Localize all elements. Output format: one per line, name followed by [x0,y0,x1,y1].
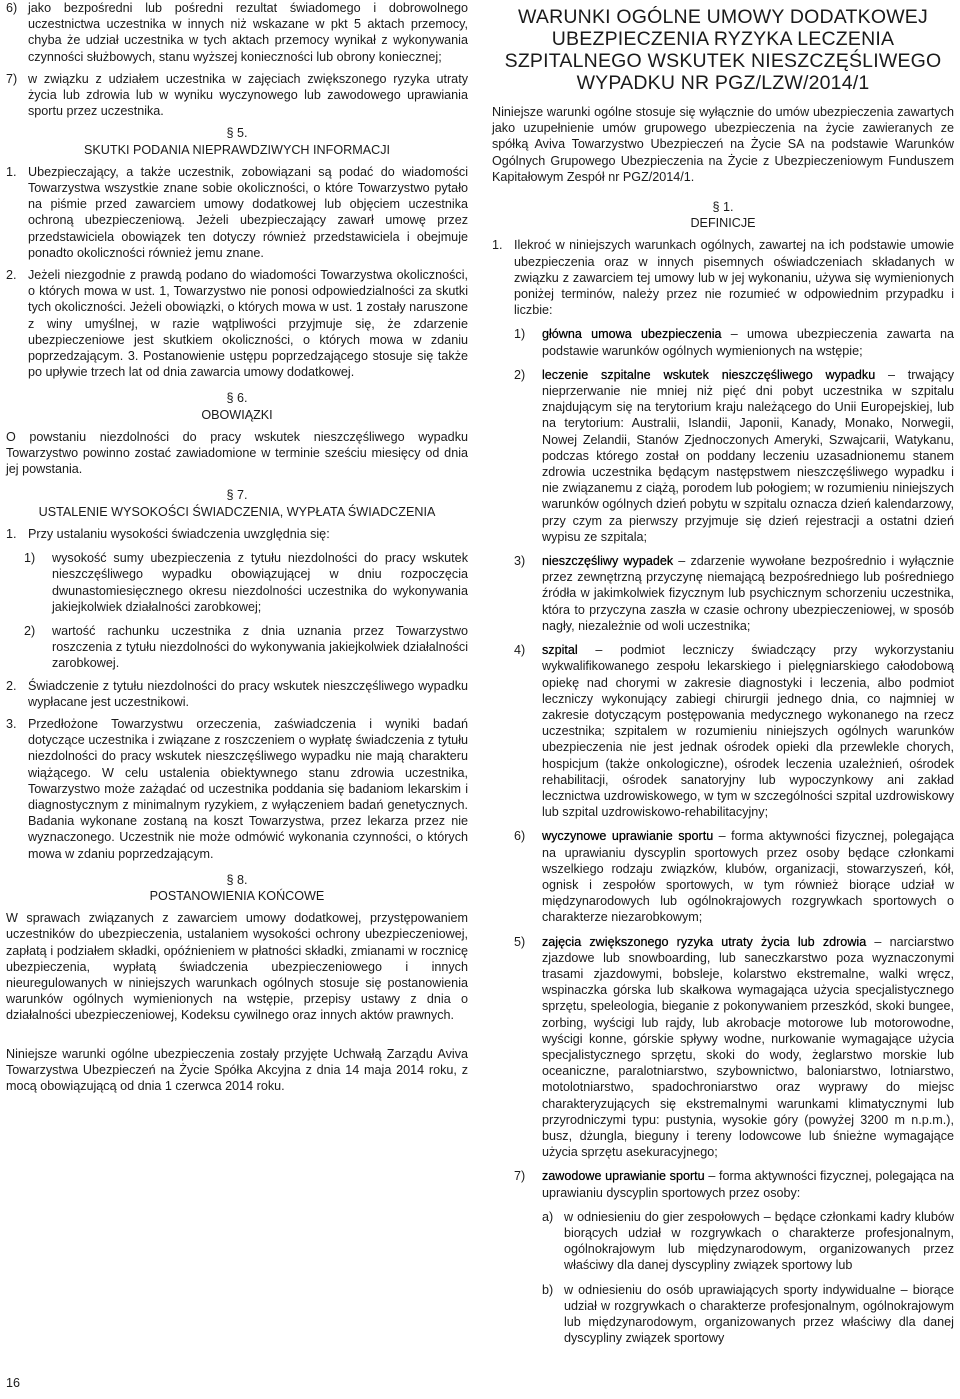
item-number: b) [542,1282,554,1297]
paragraph: W sprawach związanych z zawarciem umowy dodatkowej, przystępowaniem uczestników do ubezpieczenia, ustalaniem wysokości ochrony ubezpieczeniowej, zapłatą i podziałem składki, opóźnieniem w płatności składki, zmianami w rocznicę ubezpieczenia, wypłatą świadczenia ubezpieczeniowego i innych nieuregulowanych w niniejszych warunkach ogólnych stosuje się postanowienia warunków ogólnych wymienionych na wstępie, przepisy ustawy z dnia o działalności ubezpieczeniowej, Kodeksu cywilnego oraz innych aktów prawnych. [6,911,468,1023]
list-subitem [492,1282,954,1347]
definition-text: – narciarstwo zjazdowe lub snowboarding, lub saneczkarstwo poza wyznaczonymi trasami zjazdowymi, bobsleje, kolarstwo ekstremalne, walki wręcz, wspinaczka górska lub skałkowa wymagająca użycia specjalistycznego sprzętu, speleologia, bieganie z pokonywaniem przeszkód, skoki bungee, zorbing, wyścigi lub rajdy, lub akrobacje motorowe lub motorowodne, wyścigi konne, górskie spływy wodne, nurkowanie wymagające użycia specjalistycznego sprzętu, skoki do wody, żeglarstwo morskie lub oceaniczne, paralotniarstwo, szybownictwo, baloniarstwo, lotniarstwo, motolotniarstwo, spadochroniarstwo oraz wyprawy do miejsc charakteryzujących się ekstremalnymi warunkami klimatycznymi lub przyrodniczymi typu: pustynia, wysokie góry (powyżej 3200 m n.p.m.), busz, dżungla, bieguny i tereny lodowcowe lub śnieżne wymagające użycia sprzętu asekuracyjnego; [542,934,954,1160]
item-text: w związku z udziałem uczestnika w zajęciach zwiększonego ryzyka utraty życia lub zdrowia lub w wyniku wyczynowego lub zawodowego uprawiania sportu przez uczestnika. [28,71,468,119]
item-number: 2. [6,268,17,283]
item-text: Ubezpieczający, a także uczestnik, zobowiązani są podać do wiadomości Towarzystwa wszystkie znane sobie okoliczności, o które Towarzystwo pytało na piśmie przed zawarciem umowy dodatkowej lub objęciem uczestnika ochroną ubezpieczeniową. Jeżeli ubezpieczający zawarł umowę przez przedstawiciela obowiązek ten dotyczy również przedstawiciela i obejmuje ponadto okoliczności również jemu znane. [28,164,468,260]
item-text: Ilekroć w niniejszych warunkach ogólnych, zawartej na ich podstawie umowie ubezpieczenia oraz w innych pisemnych oświadczeniach składanych w związku z zawarciem tej umowy lub w jej wykonaniu, używa się wymienionych poniżej terminów, należy przez nie rozumieć w odpowiednim przypadku i liczbie: [514,238,954,318]
item-text: Świadczenie z tytułu niezdolności do pracy wskutek nieszczęśliwego wypadku wypłacane jest uczestnikowi. [28,678,468,709]
section-number: § 5. [226,126,248,141]
item-number: 7) [6,71,18,86]
item-number: 6) [6,1,18,15]
item-text: Przy ustalaniu wysokości świadczenia uwzględnia się: [28,526,330,541]
item-number: 3) [514,554,526,569]
list-item [6,0,468,65]
list-item [6,71,468,120]
item-number: 7) [514,1169,526,1184]
definition-item [492,828,954,925]
list-item [6,164,468,261]
list-subitem [6,623,468,672]
section-title: SKUTKI PODANIA NIEPRAWDZIWYCH INFORMACJI [83,142,390,157]
paragraph: O powstaniu niezdolności do pracy wskutek nieszczęśliwego wypadku Towarzystwo powinno zostać zawiadomione w terminie sześciu miesięcy od dnia jej powstania. [6,429,468,477]
closing-paragraph: Niniejsze warunki ogólne ubezpieczenia zostały przyjęte Uchwałą Zarządu Aviva Towarzystwa Ubezpieczeń na Życie Spółka Akcyjna z dnia 14 maja 2014 roku, z mocą obowiązującą od dnia 1 czerwca 2014 roku. [6,1046,468,1093]
section-number: § 1. [712,200,734,215]
item-text: Przedłożone Towarzystwu orzeczenia, zaświadczenia i wyniki badań dotyczące uczestnika i związane z roszczeniem o wypłatę świadczenia z tytułu niezdolności do pracy wskutek nieszczęśliwego wypadku nie mają charakteru wiążącego. W celu ustalenia obiektywnego stanu zdrowia uczestnika, Towarzystwo może zażądać od uczestnika poddania się badaniom lekarskim i diagnostycznym z minimalnym ryzykiem, z wyłączeniem badań genetycznych. Badania wykonane zostaną na koszt Towarzystwa, przez lekarza przez nie wyznaczonego. Uczestnik nie może odmówić wykonania czynności, o których mowa w zdaniu poprzedzającym. [28,716,468,861]
definition-term: szpital [542,643,578,658]
definition-term: zawodowe uprawianie sportu [542,1169,705,1184]
definition-text: – zdarzenie wywołane bezpośrednio i wyłącznie przez zewnętrzną przyczynę niemającą bezpośredniego lub pośredniego źródła w jakimkolwiek fizycznym lub psychicznym schorzeniu uczestnika, która to przyczyna zaszła w czasie ochrony ubezpieczeniowej, w sposób nagły, niezależnie od woli uczestnika; [542,554,954,633]
left-column [6,0,468,1094]
item-number: 2) [514,367,526,382]
section-number: § 8. [226,872,248,887]
list-item [6,267,468,380]
section-title: DEFINICJE [690,216,756,231]
definition-item [492,934,954,1161]
item-number: 1) [514,327,526,342]
item-text: jako bezpośredni lub pośredni rezultat świadomego i dobrowolnego uczestnictwa uczestnika w innych niż wskazane w pkt 5 aktach przemocy, chyba że udział uczestnika w tych aktach przemocy wynikał z wykonywania czynności służbowych, stanu wyższej konieczności lub obrony koniecznej; [28,1,468,64]
definition-term: leczenie szpitalne wskutek nieszczęśliwego wypadku [542,367,876,382]
list-item [6,678,468,710]
definition-term: zajęcia zwiększonego ryzyka utraty życia lub zdrowia [542,934,867,949]
item-number: 1. [492,238,503,253]
item-number: 3. [6,716,17,731]
list-item [6,716,468,862]
section-number: § 7. [226,488,248,503]
intro-paragraph: Niniejsze warunki ogólne stosuje się wyłącznie do umów ubezpieczenia zawartych jako uzupełnienie umów grupowego ubezpieczenia na życie zawieranych ze spółką Aviva Towarzystwo Ubezpieczeń na Życie SA na podstawie Warunków Ogólnych Grupowego Ubezpieczenia na Życie z Ubezpieczeniowym Funduszem Kapitałowym Zespół nr PGZ/2014/1. [492,105,954,184]
item-number: 1) [24,551,36,566]
section-title: POSTANOWIENIA KOŃCOWE [149,888,325,903]
item-number: 2) [24,623,36,638]
item-number: 1. [6,526,17,541]
definition-item [492,642,954,820]
item-number: 2. [6,678,17,693]
item-number: 5) [514,934,526,949]
list-item [6,526,468,542]
section-number: § 6. [226,391,248,406]
page-number: 16 [6,1376,21,1390]
definition-text: – forma aktywności fizycznej, polegająca na uprawianiu dyscyplin sportowych przez osoby: [542,1169,954,1200]
item-number: 1. [6,164,17,179]
list-subitem [492,1209,954,1274]
section-title: USTALENIE WYSOKOŚCI ŚWIADCZENIA, WYPŁATA ŚWIADCZENIA [38,504,436,519]
definition-item [492,1168,954,1200]
list-subitem [6,550,468,615]
document-title: WARUNKI OGÓLNE UMOWY DODATKOWEJ UBEZPIECZENIA RYZYKA LECZENIA SZPITALNEGO WSKUTEK NIESZCZĘŚLIWEGO WYPADKU NR PGZ/LZW/2014/1 [504,6,942,94]
item-number: 4) [514,643,526,658]
item-number: a) [542,1209,554,1224]
right-column [492,0,954,1346]
list-item [492,237,954,318]
item-text: w odniesieniu do osób uprawiających sporty indywidualne – biorące udział w rozgrywkach o charakterze profesjonalnym, ogólnokrajowym lub międzynarodowym, organizowanych przez właściwy dla danej dyscypliny związek sportowy [564,1282,954,1346]
definition-item [492,553,954,634]
definition-text: – trwający nieprzerwanie nie mniej niż pięć dni pobyt uczestnika w szpitalu znajdującym się na terytorium kraju należącego do Unii Europejskiej, lub na terytorium: Australii, Islandii, Japonii, Kanady, Monako, Norwegii, Nowej Zelandii, Stanów Zjednoczonych Ameryki, Szwajcarii, Watykanu, podczas którego został on poddany leczeniu uzasadnionemu stanem zdrowia uczestnika będącym następstwem nieszczęśliwego wypadku i nie związanemu z ciążą, porodem lub połogiem; w rozumieniu niniejszych warunków ogólnych dzień pobytu w szpitalu oznacza dzień kalendarzowy, przy czym za pierwszy przyjmuje się dzień rejestracji a ostatni dzień wypisu ze szpitala; [542,367,954,544]
item-text: wartość rachunku uczestnika z dnia uznania przez Towarzystwo roszczenia z tytułu niezdolności do wykonywania jakiejkolwiek działalności zarobkowej. [52,623,468,671]
section-title: OBOWIĄZKI [201,407,273,422]
definition-term: główna umowa ubezpieczenia [542,327,722,342]
definition-term: wyczynowe uprawianie sportu [542,829,714,844]
definition-item [492,326,954,358]
item-text: wysokość sumy ubezpieczenia z tytułu niezdolności do pracy wskutek nieszczęśliwego wypadku obowiązującej w dniu rozpoczęcia dwunastomiesięcznego okresu niezdolności uczestnika do wykonywania jakiejkolwiek działalności zarobkowej; [52,551,468,614]
item-number: 6) [514,829,526,844]
definition-text: – umowa ubezpieczenia zawarta na podstawie warunków ogólnych wymienionych na wstępie; [542,327,954,358]
definition-text: – forma aktywności fizycznej, polegająca na uprawianiu dyscyplin sportowych przez osoby będące członkami wszelkiego rodzaju związków, klubów, organizacji, stowarzyszeń, kół, ognisk i zespołów sportowych, w tym również biorące udział w międzynarodowych lub ogólnokrajowych rozgrywkach sportowych o charakterze niezarobkowym; [542,829,954,925]
definition-text: – podmiot leczniczy świadczący przy wykorzystaniu wykwalifikowanego zespołu lekarskiego i pielęgniarskiego całodobową opiekę nad chorymi w zakresie diagnostyki i leczenia, albo podmiot leczniczy wykonujący zabiegi chirurgii jednego dnia, co najmniej w zakresie dotyczącym postępowania medycznego wykonanego na rzecz uczestnika; szpitalem w rozumieniu niniejszych ogólnych warunków ubezpieczenia nie jest jednak ośrodek opieki dla przewlekle chorych, hospicjum (także onkologiczne), ośrodek leczenia uzależnień, ośrodek rehabilitacji, ośrodek sanatoryjny lub wypoczynkowy ani zakład lecznictwa uzdrowiskowego, w tym w szczególności szpital uzdrowiskowy lub szpital uzdrowiskowo-rehabilitacyjny; [542,643,954,820]
item-text: w odniesieniu do gier zespołowych – będące członkami kadry klubów biorących udział w rozgrywkach o charakterze profesjonalnym, ogólnokrajowym lub międzynarodowym, organizowanych przez właściwy dla danej dyscypliny związek sportowy lub [564,1209,954,1273]
definition-item [492,367,954,545]
definition-term: nieszczęśliwy wypadek [542,554,674,569]
item-text: Jeżeli niezgodnie z prawdą podano do wiadomości Towarzystwa okoliczności, o których mowa w ust. 1, Towarzystwo nie ponosi odpowiedzialności za skutki tych okoliczności. Jeżeli obowiązki, o których mowa w ust. 1 zostały naruszone z winy umyślnej, w razie wątpliwości przyjmuje się, że zdarzenie ubezpieczeniowe jest skutkiem okoliczności, o których mowa w zdaniu poprzedzającym. 3. Postanowienie ustępu poprzedzającego stosuje się także po upływie trzech lat od dnia zawarcia umowy dodatkowej. [28,268,468,380]
